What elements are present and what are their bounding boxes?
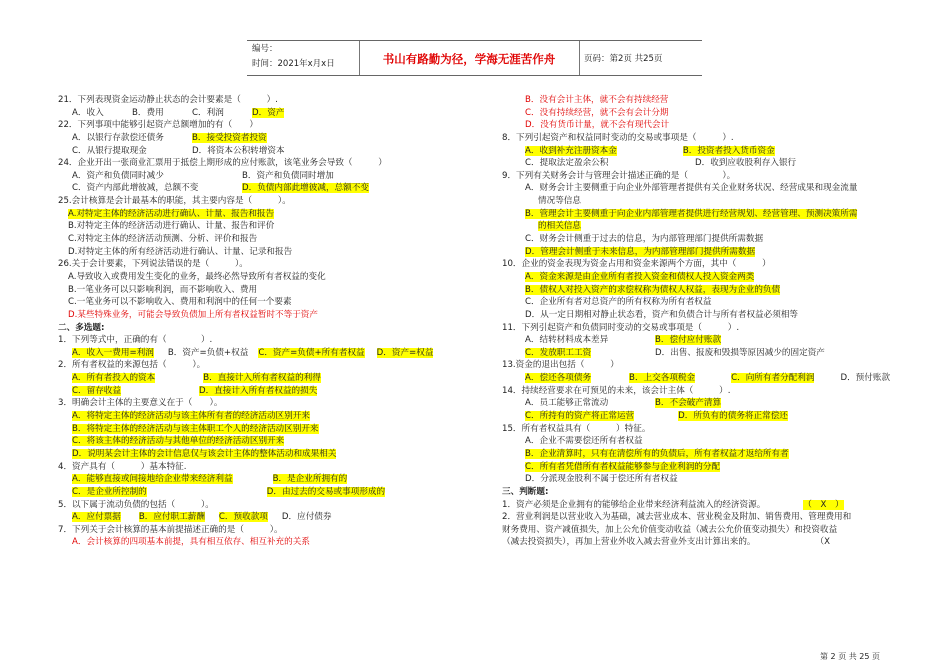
option-row bbox=[502, 448, 917, 461]
highlighted-answer: C．预收款项 bbox=[218, 512, 268, 523]
question: 13.资金的退出包括（ ） bbox=[502, 360, 619, 371]
highlighted-answer: C．所持有的资产将正常运营 bbox=[525, 411, 635, 422]
question: 24．企业开出一张商业汇票用于抵偿上期形成的应付账款，该笔业务会导致（ ） bbox=[58, 158, 387, 169]
answer-mark: （X bbox=[815, 537, 830, 548]
highlighted-answer: B．是企业所拥有的 bbox=[272, 474, 348, 485]
option-row: A．收入一费用=利润 B．资产=负债+权益 C．资产=负债+所有者权益 D．资产=权益 bbox=[72, 347, 434, 358]
option-row bbox=[58, 208, 478, 221]
option-row: D．分派现金股利不属于偿还所有者权益 bbox=[525, 474, 678, 485]
highlighted-answer: C．留存收益 bbox=[72, 385, 121, 396]
option-row: A．收入 B．费用 C．利润 D．资产 bbox=[72, 107, 285, 118]
option-row: A．财务会计主要侧重于向企业外部管理者提供有关企业财务状况、经营成果和现金流量 bbox=[525, 183, 858, 194]
option-row: C．资产内部此增彼减，总额不变 D．负债内部此增彼减，总额不变 bbox=[72, 183, 369, 194]
highlighted-answer: D．管理会计侧重于未来信息，为内部管理部门提供所需数据 bbox=[525, 246, 756, 257]
highlighted-answer: C．是企业所控制的 bbox=[72, 486, 147, 497]
highlighted-answer: D．说明某会计主体的会计信息仅与该会计主体的整体活动和成果相关 bbox=[72, 448, 337, 459]
option-row bbox=[502, 410, 917, 423]
question: 3．明确会计主体的主要意义在于（ ）。 bbox=[58, 398, 223, 409]
highlighted-answer: B．投资者投入货币资金 bbox=[682, 145, 775, 156]
highlighted-answer: C．将该主体的经济活动与其他单位的经济活动区别开来 bbox=[72, 436, 285, 447]
highlighted-answer: A.对特定主体的经济活动进行确认、计量、报告和报告 bbox=[68, 208, 275, 219]
question: 26.关于会计要素，下列说法错误的是（ ）。 bbox=[58, 259, 248, 270]
highlighted-answer: B．接受投资者投资 bbox=[192, 132, 267, 143]
option-row: A．结转材料成本差异 B．偿付应付账款 bbox=[525, 335, 722, 346]
option-row-red: A．会计核算的四项基本前提，具有相互依存、相互补充的关系 bbox=[72, 537, 310, 548]
question: 25.会计核算是会计最基本的职能，其主要内容是（ ）。 bbox=[58, 196, 291, 207]
question: 5．以下属于流动负债的包括（ ）。 bbox=[58, 499, 214, 510]
header-motto: 书山有路勤为径，学海无涯苦作舟 bbox=[382, 52, 556, 66]
highlighted-answer: D．由过去的交易或事项形成的 bbox=[266, 486, 386, 497]
option-row bbox=[58, 473, 478, 486]
highlighted-answer: D．负债内部此增彼减，总额不变 bbox=[242, 183, 369, 194]
header-page-number: 页码：第2页 共25页 bbox=[584, 54, 663, 64]
page-footer: 第 2 页 共 25 页 bbox=[820, 652, 880, 661]
option-row bbox=[502, 284, 917, 297]
question: 2．所有者权益的来源包括（ ）。 bbox=[58, 360, 206, 371]
question: 10．企业的资金表现为资金占用和资金来源两个方面，其中（ ） bbox=[502, 259, 771, 270]
option-row: A．企业不需要偿还所有者权益 bbox=[525, 436, 643, 447]
question-continued: （减去投资损失），再加上营业外收入减去营业外支出计算出来的。 （X bbox=[502, 537, 830, 548]
highlighted-answer: 的相关信息 bbox=[538, 221, 581, 232]
option-row: A．员工能够正常流动 B．不会破产清算 bbox=[525, 398, 722, 409]
option-row bbox=[502, 271, 917, 284]
option-row: 情况等信息 bbox=[538, 196, 581, 207]
option-row: C.对特定主体的经济活动预测、分析、评价和报告 bbox=[68, 234, 258, 245]
option-row: C.一笔业务可以不影响收入、费用和利润中的任何一个要素 bbox=[68, 297, 292, 308]
option-row bbox=[58, 385, 478, 398]
question: 8．下列引起资产和权益同时变动的交易或事项是（ ）. bbox=[502, 132, 734, 143]
question: 1．下列等式中，正确的有（ ）. bbox=[58, 335, 213, 346]
option-row: A．以银行存款偿还债务 B．接受投资者投资 bbox=[72, 132, 267, 143]
highlighted-answer: A．资金来源是由企业所有者投入资金和债权人投入资金两类 bbox=[525, 271, 755, 282]
highlighted-answer: C．向所有者分配利润 bbox=[731, 373, 815, 384]
option-row: C．提取法定盈余公积 D．收到应收股利存入银行 bbox=[525, 158, 797, 169]
highlighted-answer: B．管理会计主要侧重于向企业内部管理者提供进行经营规划、经营管理、预测决策所需 bbox=[525, 208, 858, 219]
highlighted-answer: A．收入一费用=利润 bbox=[72, 347, 154, 358]
highlighted-answer: B．应付职工薪酬 bbox=[138, 512, 205, 523]
option-row bbox=[58, 410, 478, 423]
highlighted-answer: A．偿还各项债务 bbox=[525, 373, 592, 384]
highlighted-answer: B．将特定主体的经济活动与该主体职工个人的经济活动区别开来 bbox=[72, 423, 319, 434]
highlighted-answer: A．所有者投入的资本 bbox=[72, 373, 156, 384]
option-row bbox=[502, 246, 917, 259]
highlighted-answer: D．资产 bbox=[252, 107, 285, 118]
option-row bbox=[58, 372, 478, 385]
question-continued: 财务费用、资产减值损失，加上公允价值变动收益（减去公允价值变动损失）和投资收益 bbox=[502, 524, 838, 535]
highlighted-answer: B．偿付应付账款 bbox=[655, 335, 722, 346]
header-divider bbox=[579, 41, 580, 75]
option-row bbox=[502, 145, 917, 158]
option-row: C．企业所有者对总资产的所有权称为所有者权益 bbox=[525, 297, 712, 308]
highlighted-answer: C．资产=负债+所有者权益 bbox=[258, 347, 365, 358]
right-column bbox=[502, 94, 917, 549]
question: 15．所有者权益具有（ ）特征。 bbox=[502, 423, 651, 434]
option-row bbox=[502, 220, 917, 233]
option-row: B.对特定主体的经济活动进行确认、计量、报告和评价 bbox=[68, 221, 275, 232]
option-row bbox=[58, 423, 478, 436]
highlighted-answer: D．所负有的债务将正常偿还 bbox=[678, 411, 788, 422]
highlighted-answer: C．所有者凭借所有者权益能够参与企业利润的分配 bbox=[525, 461, 721, 472]
section-title: 二、多选题: bbox=[58, 322, 105, 333]
question: 21．下列表现资金运动静止状态的会计要素是（ ）. bbox=[58, 95, 278, 105]
question: 2．营业利润是以营业收入为基础，减去营业成本、营业税金及附加、销售费用、管理费用和 bbox=[502, 512, 852, 523]
section-title: 三、判断题: bbox=[502, 486, 549, 497]
option-row: B.一笔业务可以只影响利润，而不影响收入、费用 bbox=[68, 284, 258, 295]
question: 22．下列事项中能够引起资产总额增加的有（ ） bbox=[58, 120, 258, 131]
document-time: 时间：2021年x月x日 bbox=[252, 59, 335, 69]
highlighted-answer: B．直接计入所有者权益的利得 bbox=[203, 373, 321, 384]
highlighted-answer: D．资产=权益 bbox=[376, 347, 434, 358]
highlighted-answer: B．债权人对投入资产的求偿权称为债权人权益，表现为企业的负债 bbox=[525, 284, 781, 295]
option-row: C．发放职工工资 D．出售、报废和毁损等原因减少的固定资产 bbox=[525, 347, 825, 358]
option-row-red: B．没有会计主体，就不会有持续经营 bbox=[525, 95, 669, 105]
highlighted-answer: A．收到补充注册资本金 bbox=[525, 145, 617, 156]
question: 7．下列关于会计核算的基本前提描述正确的是（ ）。 bbox=[58, 524, 283, 535]
option-row: A．资产和负债同时减少 B．资产和负债同时增加 bbox=[72, 170, 334, 181]
question: 9．下列有关财务会计与管理会计描述正确的是（ ）。 bbox=[502, 170, 736, 181]
question: 14．持续经营要求在可预见的未来，该会计主体（ ）. bbox=[502, 385, 731, 396]
header-meta bbox=[252, 42, 335, 72]
option-row: A．偿还各项债务 B．上交各项税金 C．向所有者分配利润 D．预付账款 bbox=[525, 373, 891, 384]
highlighted-answer: A．能够直接或间接地给企业带来经济利益 bbox=[72, 474, 233, 485]
left-column bbox=[58, 94, 478, 549]
page-header bbox=[247, 40, 702, 76]
option-row bbox=[58, 448, 478, 461]
option-row-red: D.某些特殊业务，可能会导致负债加上所有者权益暂时不等于资产 bbox=[68, 309, 318, 320]
option-row: A．应付票据 B．应付职工薪酬 C．预收款项 D．应付债券 bbox=[72, 512, 332, 523]
option-row: C．从银行提取现金 D．将资本公积转增资本 bbox=[72, 145, 285, 156]
question: 1．资产必须是企业拥有的能够给企业带来经济利益流入的经济资源。 （ X ） bbox=[502, 499, 844, 510]
option-row bbox=[502, 208, 917, 221]
highlighted-answer: A．应付票据 bbox=[72, 512, 121, 523]
highlighted-answer: D．直接计入所有者权益的损失 bbox=[198, 385, 318, 396]
document-number: 编号： bbox=[252, 44, 278, 54]
option-row: A.导致收入或费用发生变化的业务，最终必然导致所有者权益的变化 bbox=[68, 271, 326, 282]
highlighted-answer: B．不会破产清算 bbox=[655, 398, 722, 409]
highlighted-answer: （ X ） bbox=[803, 499, 844, 510]
option-row bbox=[58, 435, 478, 448]
question: 4．资产具有（ ）基本特征. bbox=[58, 461, 187, 472]
option-row: D．从一定日期相对静止状态看，资产和负债合计与所有者权益必须相等 bbox=[525, 309, 799, 320]
option-row bbox=[502, 461, 917, 474]
option-row: C．财务会计侧重于过去的信息，为内部管理部门提供所需数据 bbox=[525, 234, 764, 245]
option-row bbox=[58, 486, 478, 499]
highlighted-answer: B．上交各项税金 bbox=[629, 373, 696, 384]
highlighted-answer: C．发放职工工资 bbox=[525, 347, 592, 358]
option-row-red: D．没有货币计量，就不会有现代会计 bbox=[525, 120, 670, 131]
highlighted-answer: A．将特定主体的经济活动与该主体所有者的经济活动区别开来 bbox=[72, 411, 310, 422]
option-row: D.对特定主体的所有经济活动进行确认、计量、记录和报告 bbox=[68, 246, 293, 257]
question: 11．下列引起资产和负债同时变动的交易或事项是（ ）. bbox=[502, 322, 740, 333]
option-row-red: C．没有持续经营，就不会有会计分期 bbox=[525, 107, 669, 118]
highlighted-answer: B．企业清算时，只有在清偿所有的负债后，所有者权益才返给所有者 bbox=[525, 448, 789, 459]
